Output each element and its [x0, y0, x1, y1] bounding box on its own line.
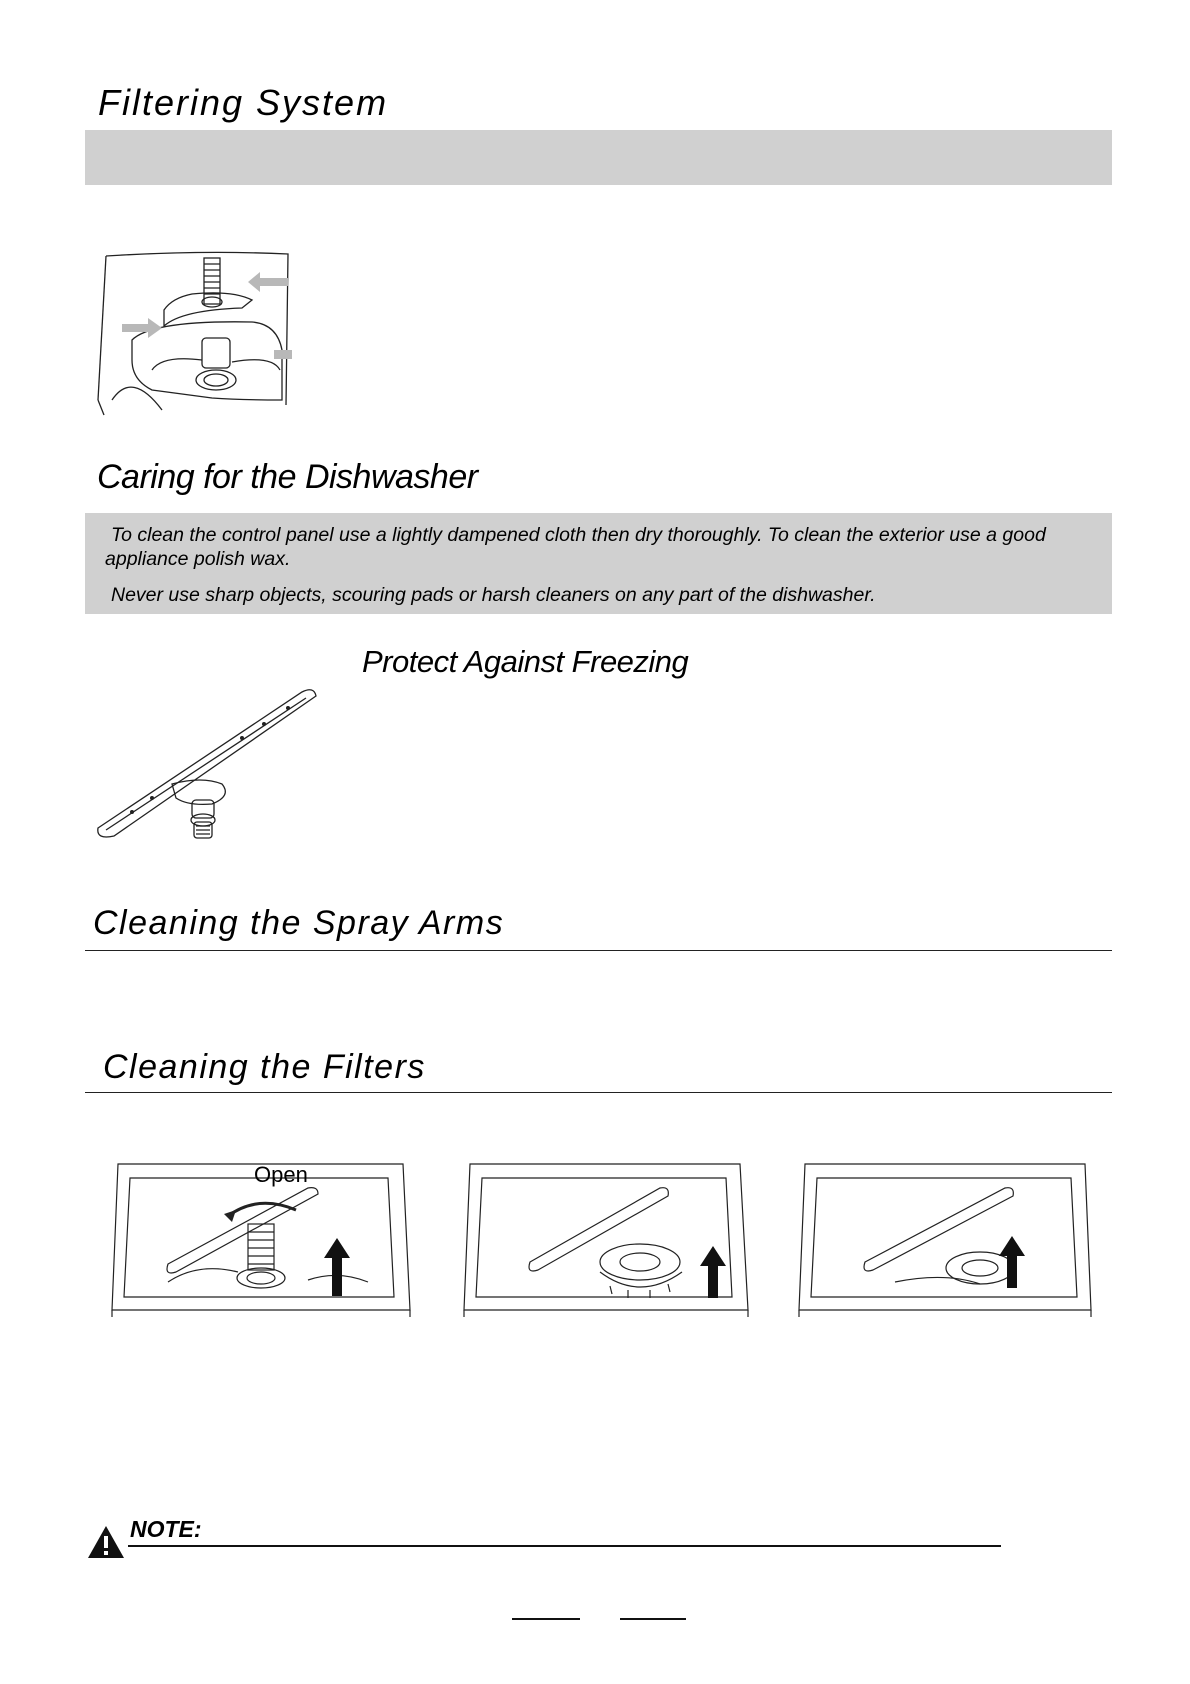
warning-icon	[86, 1524, 126, 1560]
filtering-system-banner	[85, 130, 1112, 185]
caring-title: Caring for the Dishwasher	[97, 458, 478, 496]
note-underline	[128, 1545, 1001, 1547]
footer-line-right	[620, 1618, 686, 1620]
spray-arms-divider	[85, 950, 1112, 951]
note-label: NOTE:	[130, 1516, 202, 1542]
caring-paragraph-1: To clean the control panel use a lightly dampened cloth then dry thoroughly. To clean the exterior use a good appliance polish wax.	[105, 524, 1046, 570]
open-label: Open	[254, 1162, 308, 1187]
filter-step-2-illustration	[460, 1152, 750, 1317]
filter-step-3-illustration	[795, 1152, 1095, 1317]
caring-instructions-box	[85, 513, 1112, 614]
freezing-title: Protect Against Freezing	[362, 644, 689, 679]
footer-line-left	[512, 1618, 580, 1620]
filters-divider	[85, 1092, 1112, 1093]
caring-paragraph-2: Never use sharp objects, scouring pads or harsh cleaners on any part of the dishwasher.	[111, 584, 876, 606]
filter-assembly-illustration	[92, 250, 307, 420]
spray-arm-illustration	[92, 680, 322, 840]
filters-title: Cleaning the Filters	[103, 1048, 426, 1086]
filtering-system-title: Filtering System	[98, 82, 389, 123]
spray-arms-title: Cleaning the Spray Arms	[93, 904, 505, 942]
